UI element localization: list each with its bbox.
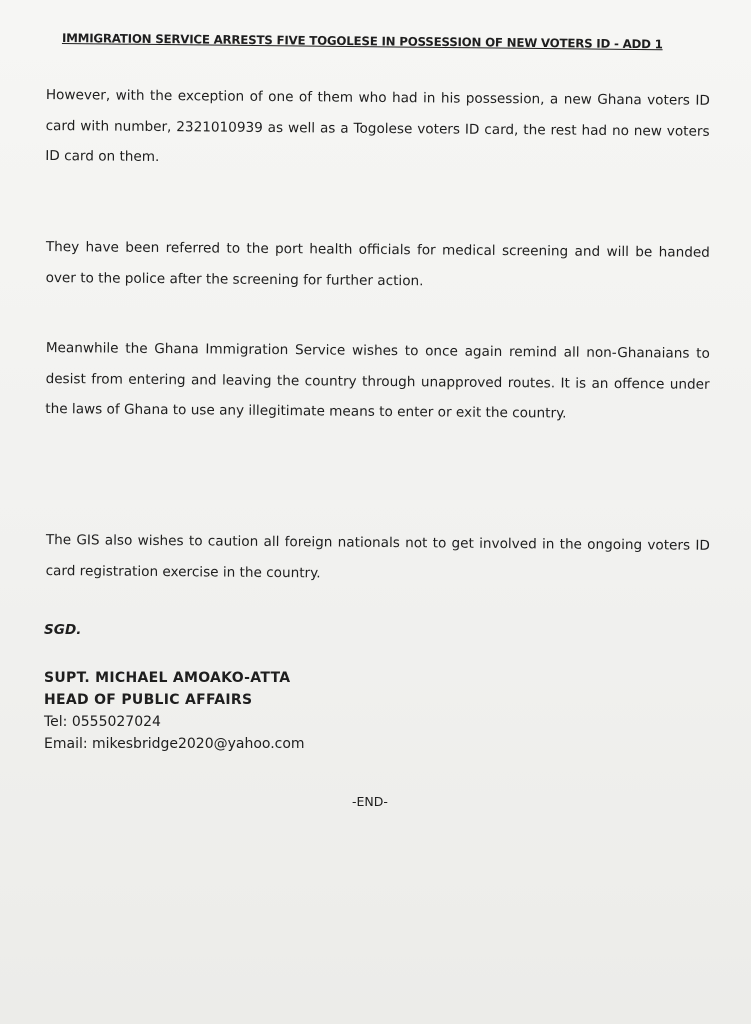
signatory-email: Email: mikesbridge2020@yahoo.com [44,736,305,752]
document-title: IMMIGRATION SERVICE ARRESTS FIVE TOGOLESE IN POSSESSION OF NEW VOTERS ID - ADD 1 [61,31,663,52]
signatory-name: SUPT. MICHAEL AMOAKO-ATTA [44,670,291,686]
paragraph-warning-routes: Meanwhile the Ghana Immigration Service wishes to once again remind all non-Ghanaians to desist from entering and leaving the country through unapproved routes. It is an offence under the laws of Ghana to use any illegitimate means to enter or exit the country. [45,339,710,422]
paragraph-caution-registration: The GIS also wishes to caution all foreign nationals not to get involved in the ongoing voters ID card registration exercise in the country. [45,531,710,581]
signatory-position: HEAD OF PUBLIC AFFAIRS [44,692,253,708]
signature-block [44,667,305,755]
end-marker: -END- [352,794,388,809]
paragraph-medical-screening: They have been referred to the port health officials for medical screening and will be handed over to the police after the screening for further action. [45,238,710,289]
signoff: SGD. [44,622,82,638]
paragraph-arrest-details: However, with the exception of one of them who had in his possession, a new Ghana voters ID card with number, 2321010939 as well as a Togolese voters ID card, the rest had no new voters ID card on them. [45,86,710,165]
signatory-tel: Tel: 0555027024 [44,714,161,730]
